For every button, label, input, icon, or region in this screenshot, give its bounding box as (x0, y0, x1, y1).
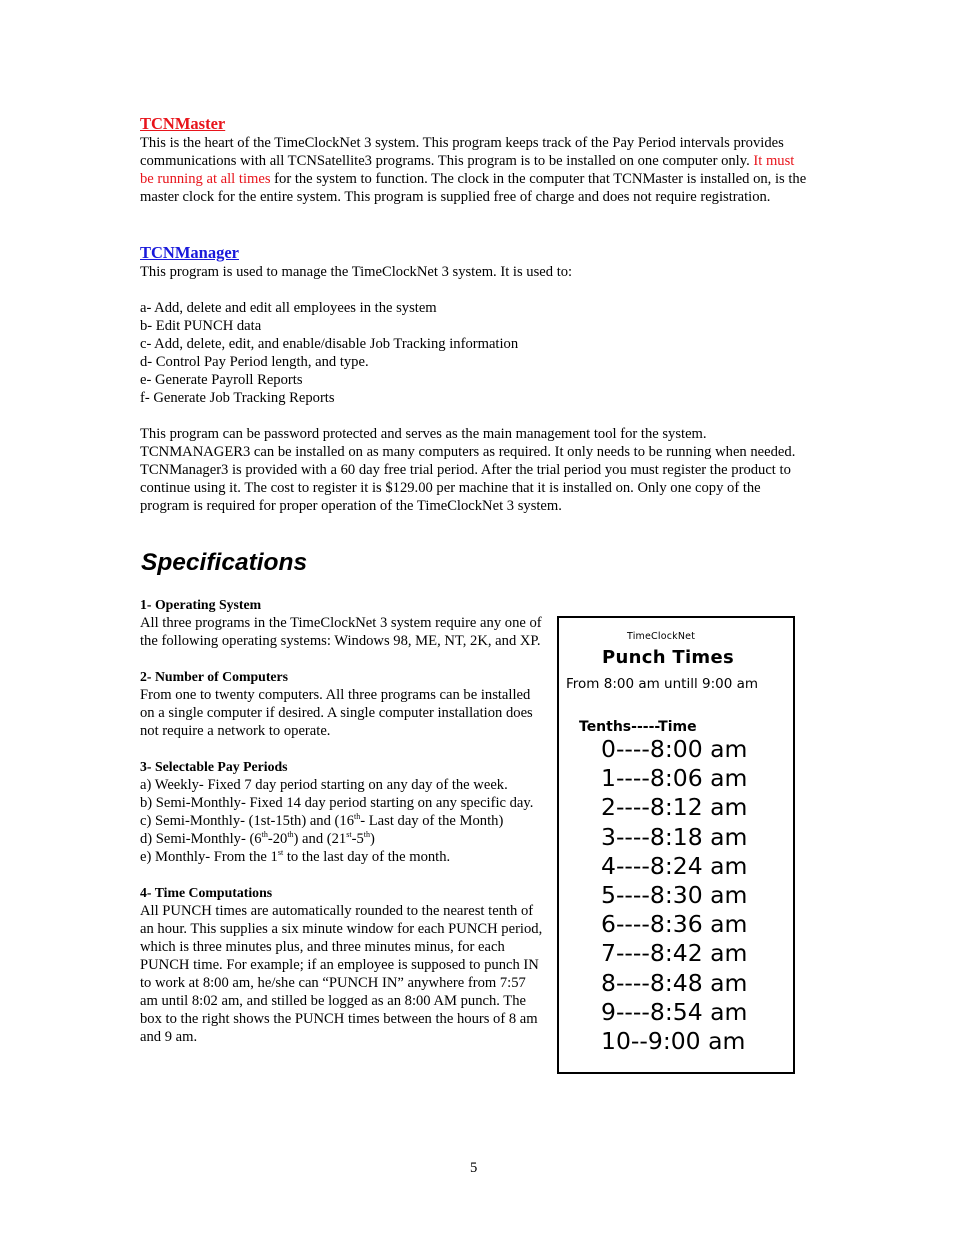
tcnmanager-intro: This program is used to manage the TimeClockNet 3 system. It is used to: (140, 264, 573, 280)
punch-time-row: 1----8:06 am (601, 764, 748, 793)
punch-time-row: 9----8:54 am (601, 997, 748, 1026)
punch-time-row: 5----8:30 am (601, 881, 748, 910)
tcnmaster-heading: TCNMaster (140, 114, 226, 133)
time-computations-heading: 4- Time Computations (140, 885, 273, 900)
punch-time-row: 7----8:42 am (601, 939, 748, 968)
pay-period-semi-monthly-1st-15th: c) Semi-Monthly- (1st-15th) and (16th- Last day of the Month) (140, 812, 504, 829)
punch-time-row: 10--9:00 am (601, 1027, 746, 1056)
computers-heading: 2- Number of Computers (140, 669, 289, 684)
box-column-header: Tenths-----Time (579, 719, 697, 735)
time-computations-text: All PUNCH times are automatically rounded to the nearest tenth of an hour. This supplies a six minute window for each PUNCH period, which is three minutes plus, and three minutes minus, for each PUNCH time. For example; if an employee is supposed to punch IN to work at 8:00 am, he/she can “PUNCH IN” anywhere from 7:57 am until 8:02 am, and stilled be logged as an 8:00 AM punch. The box to the right shows the PUNCH times between the hours of 8 am and 9 am. (140, 903, 543, 1045)
pay-periods-heading: 3- Selectable Pay Periods (140, 759, 288, 774)
punch-time-row: 0----8:00 am (601, 735, 748, 763)
tcnmanager-section (140, 243, 808, 515)
pay-period-monthly: e) Monthly- From the 1st to the last day of the month. (140, 848, 451, 865)
box-subtitle: From 8:00 am untill 9:00 am (566, 676, 759, 692)
punch-time-row: 8----8:48 am (601, 968, 748, 997)
pay-period-semi-monthly-6th-21st: d) Semi-Monthly- (6th-20th) and (21st-5th) (140, 830, 375, 847)
list-item: f- Generate Job Tracking Reports (140, 390, 335, 406)
punch-time-row: 3----8:18 am (601, 822, 748, 851)
box-title: Punch Times (602, 647, 734, 668)
punch-time-row: 2----8:12 am (601, 793, 748, 822)
tcnmaster-highlight: It must be running at all times (140, 153, 795, 187)
punch-times-list (601, 735, 747, 1056)
punch-time-row: 6----8:36 am (601, 910, 748, 939)
page-number: 5 (470, 1160, 478, 1176)
tcnmanager-heading: TCNManager (140, 243, 239, 262)
list-item: b- Edit PUNCH data (140, 318, 262, 334)
pay-period-semi-monthly-fixed: b) Semi-Monthly- Fixed 14 day period starting on any specific day. (140, 795, 534, 811)
tcnmanager-list (140, 299, 808, 407)
tcnmaster-description: This is the heart of the TimeClockNet 3 system. This program keeps track of the Pay Period intervals provides communications with all TCNSatellite3 programs. This program is to be installed on one computer only. It must be running at all times for the system to function. The clock in the computer that TCNMaster is installed on, is the master clock for the entire system. This program is supplied free of charge and does not require registration. (140, 135, 807, 205)
os-heading: 1- Operating System (140, 597, 262, 612)
os-text: All three programs in the TimeClockNet 3 system require any one of the following operating systems: Windows 98, ME, NT, 2K, and XP. (140, 615, 542, 649)
computers-text: From one to twenty computers. All three programs can be installed on a single computer if desired. A single computer installation does not require a network to operate. (140, 687, 533, 739)
pay-period-weekly: a) Weekly- Fixed 7 day period starting on any day of the week. (140, 777, 508, 793)
specifications-column (140, 596, 545, 1046)
tcnmaster-section (140, 114, 808, 206)
punch-times-box (557, 616, 795, 1074)
specifications-title: Specifications (141, 549, 308, 576)
list-item: e- Generate Payroll Reports (140, 372, 303, 388)
list-item: c- Add, delete, edit, and enable/disable Job Tracking information (140, 336, 519, 352)
tcnmanager-paragraph: This program can be password protected and serves as the main management tool for the system. TCNMANAGER3 can be installed on as many computers as required. It only needs to be running when needed. TCNManager3 is provided with a 60 day free trial period. After the trial period you must register the product to continue using it. The cost to register it is $129.00 per machine that it is installed on. Only one copy of the program is required for proper operation of the TimeClockNet 3 system. (140, 426, 796, 514)
list-item: d- Control Pay Period length, and type. (140, 354, 369, 370)
punch-time-row: 4----8:24 am (601, 851, 748, 880)
list-item: a- Add, delete and edit all employees in the system (140, 300, 437, 316)
box-brand: TimeClockNet (627, 631, 696, 642)
